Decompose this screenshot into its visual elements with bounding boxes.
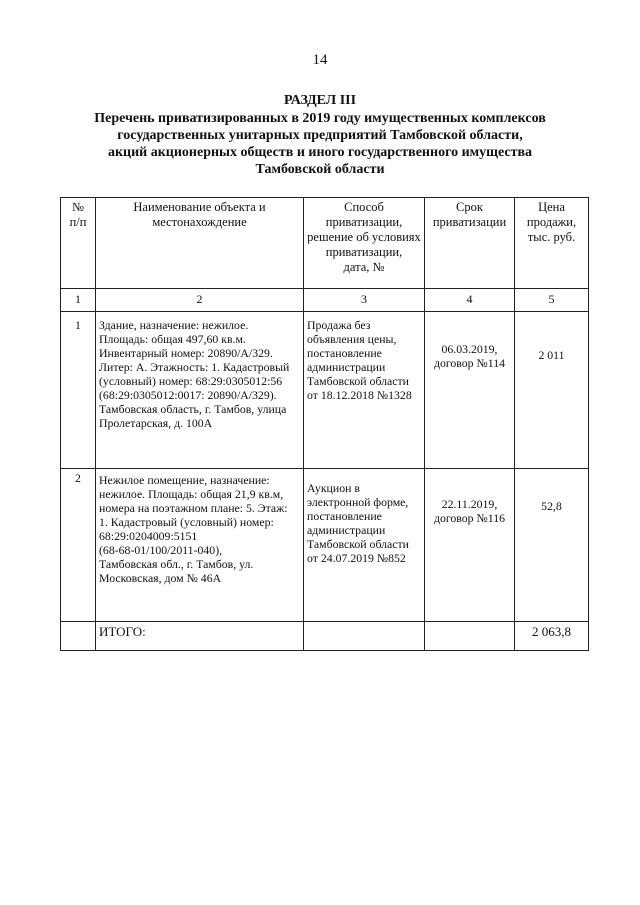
text-line: от 18.12.2018 №1328 bbox=[307, 388, 412, 402]
total-row bbox=[61, 622, 589, 651]
text-line: Нежилое помещение, назначение: bbox=[99, 473, 270, 487]
total-empty-cell bbox=[304, 622, 425, 651]
total-label: ИТОГО: bbox=[96, 622, 304, 651]
text-line: Продажа без bbox=[307, 318, 371, 332]
text-line: (68-68-01/100/2011-040), bbox=[99, 543, 223, 557]
text-line: (68:29:0305012:0017: 20890/А/329). bbox=[99, 388, 277, 402]
table-row bbox=[61, 312, 589, 469]
text-line: постановление bbox=[307, 346, 382, 360]
heading-line: акций акционерных обществ и иного государственного имущества bbox=[107, 145, 533, 160]
text-line: 22.11.2019, bbox=[441, 497, 498, 511]
section-title: РАЗДЕЛ III bbox=[283, 93, 357, 108]
text-line: нежилое. Площадь: общая 21,9 кв.м, bbox=[99, 487, 284, 501]
text-line: 68:29:0204009:5151 bbox=[99, 529, 198, 543]
text-line: договор №116 bbox=[433, 511, 506, 525]
column-number-row bbox=[61, 289, 589, 312]
header-line: тыс. руб. bbox=[527, 230, 576, 244]
total-value: 2 063,8 bbox=[515, 622, 589, 651]
object-name-cell bbox=[96, 312, 304, 469]
heading-line: Тамбовской области bbox=[255, 162, 385, 177]
header-line: дата, № bbox=[343, 260, 385, 274]
text-line: Инвентарный номер: 20890/А/329. bbox=[99, 346, 273, 360]
term-cell bbox=[425, 312, 515, 469]
price-cell: 2 011 bbox=[515, 312, 589, 469]
header-method bbox=[304, 198, 425, 289]
header-line: приватизации, bbox=[325, 245, 403, 259]
total-empty-cell bbox=[61, 622, 96, 651]
heading-line: Перечень приватизированных в 2019 году имущественных комплексов bbox=[94, 111, 546, 126]
header-line: решение об условиях bbox=[307, 230, 421, 244]
text-line: Аукцион в bbox=[307, 481, 360, 495]
text-line: Пролетарская, д. 100А bbox=[99, 416, 213, 430]
header-line: Способ bbox=[344, 200, 384, 214]
method-cell bbox=[304, 312, 425, 469]
row-number: 1 bbox=[61, 312, 96, 469]
header-price bbox=[515, 198, 589, 289]
text-line: Московская, дом № 46А bbox=[99, 571, 222, 585]
text-line: номера на поэтажном плане: 5. Этаж: bbox=[99, 501, 288, 515]
column-number: 5 bbox=[515, 289, 589, 312]
header-line: Цена продажи, bbox=[526, 200, 577, 229]
text-line: (условный) номер: 68:29:0305012:56 bbox=[99, 374, 283, 388]
header-line: Срок bbox=[456, 200, 483, 214]
header-line: местонахождение bbox=[152, 215, 247, 229]
table-header-row bbox=[61, 198, 589, 289]
object-name-cell bbox=[96, 469, 304, 622]
text-line: администрации bbox=[307, 523, 386, 537]
text-line: Тамбовской области bbox=[307, 537, 409, 551]
text-line: объявления цены, bbox=[307, 332, 397, 346]
text-line: 1. Кадастровый (условный) номер: bbox=[99, 515, 274, 529]
table-row bbox=[61, 469, 589, 622]
header-line: приватизации bbox=[432, 215, 507, 229]
header-line: приватизации, bbox=[325, 215, 403, 229]
text-line: Тамбовской области bbox=[307, 374, 409, 388]
text-line: Тамбовская область, г. Тамбов, улица bbox=[99, 402, 287, 416]
text-line: электронной форме, bbox=[307, 495, 409, 509]
row-number: 2 bbox=[61, 469, 96, 622]
total-empty-cell bbox=[425, 622, 515, 651]
text-line: Площадь: общая 497,60 кв.м. bbox=[99, 332, 246, 346]
heading-line: государственных унитарных предприятий Тамбовской области, bbox=[117, 128, 523, 143]
text-line: Здание, назначение: нежилое. bbox=[99, 318, 249, 332]
document-heading bbox=[60, 92, 580, 178]
term-cell bbox=[425, 469, 515, 622]
header-line: п/п bbox=[69, 215, 87, 229]
header-line: № bbox=[72, 200, 84, 214]
text-line: 06.03.2019, bbox=[441, 342, 498, 356]
header-term bbox=[425, 198, 515, 289]
header-line: Наименование объекта и bbox=[133, 200, 266, 214]
text-line: Литер: А. Этажность: 1. Кадастровый bbox=[99, 360, 290, 374]
header-number bbox=[61, 198, 96, 289]
text-line: договор №114 bbox=[433, 356, 506, 370]
text-line: постановление bbox=[307, 509, 382, 523]
text-line: Тамбовская обл., г. Тамбов, ул. bbox=[99, 557, 254, 571]
privatization-table bbox=[60, 197, 589, 651]
text-line: от 24.07.2019 №852 bbox=[307, 551, 406, 565]
column-number: 3 bbox=[304, 289, 425, 312]
method-cell bbox=[304, 469, 425, 622]
text-line: администрации bbox=[307, 360, 386, 374]
column-number: 1 bbox=[61, 289, 96, 312]
page-number: 14 bbox=[312, 52, 328, 68]
column-number: 4 bbox=[425, 289, 515, 312]
column-number: 2 bbox=[96, 289, 304, 312]
price-cell: 52,8 bbox=[515, 469, 589, 622]
header-object-name bbox=[96, 198, 304, 289]
